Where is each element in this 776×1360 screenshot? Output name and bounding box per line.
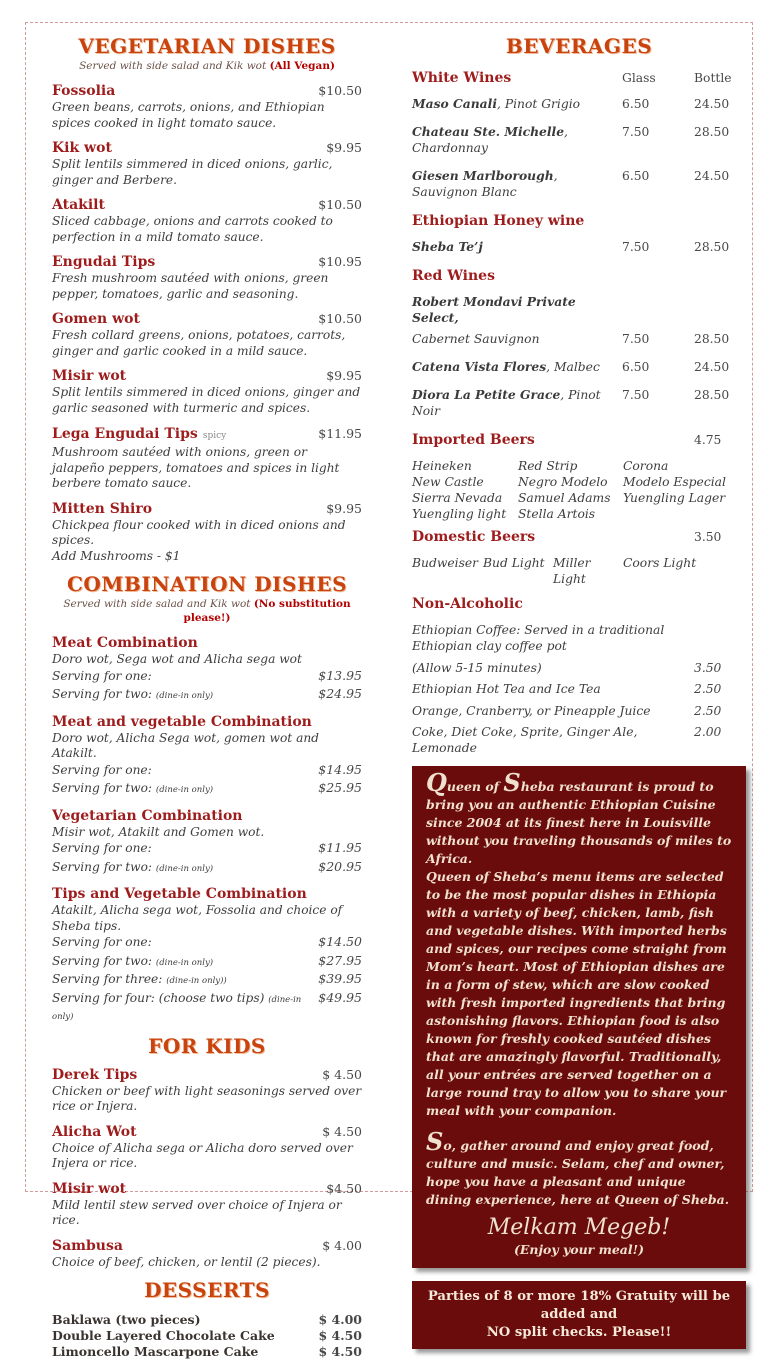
- bottle-price: 24.50: [694, 169, 730, 183]
- serving-row: [52, 840, 362, 859]
- dessert-price: $ 4.50: [318, 1328, 362, 1343]
- item-name: Atakilt: [52, 197, 105, 213]
- dropcap-s: S: [503, 768, 521, 797]
- dessert-price: $ 4.50: [318, 1344, 362, 1359]
- section-title-combination: COMBINATION DISHES: [66, 572, 348, 596]
- glass-price: 6.50: [622, 360, 650, 374]
- drink-label: (Allow 5-15 minutes): [412, 660, 542, 675]
- wine-varietal: , Malbec: [546, 360, 600, 374]
- menu-item-gomen-wot: [52, 310, 362, 359]
- item-name: Derek Tips: [52, 1066, 138, 1083]
- item-description: Doro wot, Sega wot and Alicha sega wot: [52, 652, 302, 666]
- beer-brand: Stella Artois: [518, 507, 596, 521]
- menu-item-lega-engudai-tips: [52, 424, 362, 492]
- item-addon: Add Mushrooms - $1: [52, 548, 181, 563]
- wine-varietal: , Pinot Grigio: [497, 97, 581, 111]
- gratuity-notice-box: [412, 1281, 746, 1349]
- serving-label: Serving for four: (choose two tips): [52, 990, 265, 1005]
- item-price: $ 4.50: [322, 1123, 362, 1139]
- imported-beers-header-row: [412, 431, 746, 450]
- serving-row: [52, 953, 362, 972]
- wine-name: Robert Mondavi Private Select,: [412, 294, 576, 325]
- serving-row: [52, 686, 362, 705]
- menu-item-kids-misir-wot: [52, 1180, 362, 1229]
- drink-price: 2.50: [694, 682, 722, 696]
- about-text: ueen of: [446, 779, 504, 794]
- serving-label: Serving for two:: [52, 781, 153, 795]
- item-name: Sambusa: [52, 1237, 123, 1254]
- about-paragraph-1: [426, 768, 732, 868]
- dessert-price: $ 4.00: [318, 1312, 362, 1327]
- drink-label: Coke, Diet Coke, Sprite, Ginger Ale, Lemonade: [412, 725, 638, 755]
- serving-price: $11.95: [318, 840, 362, 855]
- notice-line-1: Parties of 8 or more 18% Gratuity will be added and: [427, 1289, 731, 1322]
- glass-price: 6.50: [622, 169, 650, 183]
- menu-item-misir-wot: [52, 367, 362, 416]
- about-paragraph-2: Queen of Sheba’s menu items are selected to be the most popular dishes in Ethiopia with a variety of beef, chicken, lamb, fish and vegetable dishes. With imported herbs and spices, our recipes come straight from Mom’s heart. Most of Ethiopian dishes are in a form of stew, which are slow cooked with fresh imported ingredients that bring astonishing flavors. Ethiopian food is also known for freshly cooked sautéed dishes that are amazingly flavorful. Traditionally, all your entrées are served together on a large round tray to allow you to share your meal with your companion.: [426, 869, 727, 1118]
- bottle-price: 28.50: [694, 240, 730, 254]
- non-alcoholic-row: [412, 681, 746, 697]
- serving-note: (dine-in only): [155, 691, 214, 701]
- glass-price: 7.50: [622, 332, 650, 346]
- beer-column: [623, 458, 746, 522]
- item-description: Fresh mushroom sautéed with onions, green pepper, tomatoes, garlic and seasoning.: [52, 271, 329, 301]
- beer-brand: Negro Modelo: [518, 475, 608, 489]
- menu-item-meat-vegetable-combination: [52, 713, 362, 799]
- item-description: Fresh collard greens, onions, potatoes, carrots, ginger and garlic cooked in a mild sauce.: [52, 328, 346, 358]
- serving-price: $49.95: [318, 989, 362, 1005]
- item-price: $10.95: [318, 254, 362, 269]
- beer-brand: New Castle: [412, 475, 484, 489]
- menu-item-vegetarian-combination: [52, 807, 362, 878]
- glass-price: 6.50: [622, 97, 650, 111]
- item-description: Split lentils simmered in diced onions, ginger and garlic seasoned with turmeric and spices.: [52, 385, 361, 415]
- item-name: Alicha Wot: [52, 1123, 137, 1140]
- item-description: Choice of beef, chicken, or lentil (2 pieces).: [52, 1254, 321, 1269]
- subsection-white-wines: White Wines: [412, 70, 512, 86]
- item-name: Lega Engudai Tips: [52, 426, 198, 442]
- section-title-for-kids: FOR KIDS: [148, 1033, 266, 1058]
- beer-brand: Miller Light: [553, 556, 591, 586]
- wine-row: [412, 359, 746, 375]
- drink-price: 2.50: [694, 703, 722, 718]
- item-description: Doro wot, Alicha Sega wot, gomen wot and Atakilt.: [52, 730, 319, 760]
- serving-note: (dine-in only)): [166, 976, 227, 986]
- serving-price: $14.50: [318, 934, 362, 949]
- serving-price: $27.95: [318, 952, 362, 968]
- subsection-imported-beers: Imported Beers: [412, 432, 535, 448]
- subtitle-text: Served with side salad and Kik wot: [63, 598, 254, 610]
- wine-varietal: , Pinot Noir: [412, 388, 601, 418]
- item-description: Green beans, carrots, onions, and Ethiopian spices cooked in light tomato sauce.: [52, 100, 325, 130]
- drink-price: 3.50: [694, 660, 722, 675]
- drink-label: Ethiopian Coffee: Served in a traditional Ethiopian clay coffee pot: [412, 623, 665, 653]
- tagline-translation: (Enjoy your meal!): [513, 1242, 645, 1257]
- item-description: Chickpea flour cooked with in diced onions and spices.: [52, 517, 346, 547]
- section-title-beverages: BEVERAGES: [505, 34, 653, 58]
- bottle-price: 28.50: [694, 125, 730, 139]
- bottle-price: 28.50: [694, 388, 730, 402]
- serving-note: (dine-in only): [52, 994, 302, 1022]
- subtitle-highlight: (No substitution please!): [183, 598, 351, 624]
- dropcap-s: S: [426, 1127, 444, 1156]
- item-name: Kik wot: [52, 140, 112, 156]
- glass-column-label: Glass: [622, 71, 656, 85]
- item-description: Mushroom sautéed with onions, green or jalapeño peppers, tomatoes and spices in light berbere tomato sauce.: [52, 445, 340, 490]
- imported-beers-price: 4.75: [694, 433, 722, 447]
- bottle-price: 28.50: [694, 332, 730, 346]
- beer-brand: Samuel Adams: [518, 491, 611, 505]
- beer-brand: Budweiser: [412, 556, 479, 570]
- serving-label: Serving for one:: [52, 762, 152, 777]
- section-subtitle-combination: [52, 597, 362, 625]
- wine-name: Chateau Ste. Michelle: [412, 124, 565, 139]
- beer-brand: Modelo Especial: [623, 475, 726, 489]
- beer-brand: Sierra Nevada: [412, 491, 503, 505]
- item-price: $9.95: [326, 500, 362, 516]
- serving-price: $39.95: [318, 971, 362, 986]
- bottle-column-label: Bottle: [694, 71, 732, 85]
- wine-row: [412, 96, 746, 112]
- dessert-name: Double Layered Chocolate Cake: [52, 1328, 275, 1343]
- subtitle-highlight: (All Vegan): [269, 60, 335, 72]
- serving-price: $24.95: [318, 686, 362, 701]
- non-alcoholic-row: [412, 660, 746, 676]
- beer-brand: Coors Light: [623, 556, 697, 570]
- beer-brand: Corona: [623, 459, 669, 473]
- bottle-price: 24.50: [694, 97, 730, 111]
- menu-item-alicha-wot: [52, 1123, 362, 1172]
- drink-label: Orange, Cranberry, or Pineapple Juice: [412, 703, 651, 718]
- beer-brand: Red Strip: [518, 459, 578, 473]
- domestic-beers-price: 3.50: [694, 530, 722, 544]
- serving-price: $13.95: [318, 667, 362, 683]
- item-price: $9.95: [326, 140, 362, 155]
- section-title-vegetarian: VEGETARIAN DISHES: [78, 34, 336, 58]
- beer-brand: Bud Light: [483, 556, 545, 570]
- item-name: Misir wot: [52, 1180, 127, 1197]
- section-title-desserts: DESSERTS: [144, 1278, 270, 1302]
- dessert-row: [52, 1328, 362, 1344]
- serving-row: [52, 971, 362, 990]
- dessert-row: [52, 1312, 362, 1328]
- glass-price: 7.50: [622, 125, 650, 139]
- about-restaurant-box: [412, 766, 746, 1268]
- dropcap-q: Q: [426, 768, 447, 797]
- item-name: Tips and Vegetable Combination: [52, 886, 307, 902]
- about-paragraph-3: [426, 1127, 732, 1209]
- beer-brand: Yuengling Lager: [623, 491, 726, 505]
- white-wines-header-row: [412, 69, 746, 88]
- spicy-tag: spicy: [202, 431, 227, 441]
- serving-note: (dine-in only): [155, 785, 214, 795]
- beer-column: [412, 458, 518, 522]
- item-price: $9.95: [326, 368, 362, 383]
- menu-item-tips-vegetable-combination: [52, 885, 362, 1026]
- serving-row: [52, 762, 362, 781]
- bottle-price: 24.50: [694, 360, 730, 374]
- serving-label: Serving for one:: [52, 935, 152, 949]
- item-price: $10.50: [318, 197, 362, 212]
- serving-row: [52, 990, 362, 1026]
- serving-label: Serving for two:: [52, 953, 153, 968]
- wine-row: [412, 124, 746, 156]
- item-description: Misir wot, Atakilt and Gomen wot.: [52, 824, 265, 839]
- item-description: Atakilt, Alicha sega wot, Fossolia and choice of Sheba tips.: [52, 903, 343, 933]
- item-name: Meat and vegetable Combination: [52, 713, 312, 730]
- right-column: [412, 34, 746, 1349]
- item-price: $ 4.50: [322, 1066, 362, 1082]
- item-description: Sliced cabbage, onions and carrots cooked to perfection in a mild tomato sauce.: [52, 214, 333, 244]
- beer-brand: Heineken: [412, 459, 472, 473]
- serving-row: [52, 859, 362, 878]
- item-name: Fossolia: [52, 83, 116, 99]
- glass-price: 7.50: [622, 388, 650, 402]
- non-alcoholic-row: [412, 622, 746, 654]
- wine-row: [412, 387, 746, 419]
- serving-price: $25.95: [318, 780, 362, 795]
- menu-item-meat-combination: [52, 634, 362, 705]
- serving-row: [52, 780, 362, 799]
- menu-item-sambusa: [52, 1237, 362, 1271]
- wine-varietal: Cabernet Sauvignon: [412, 332, 540, 346]
- item-description: Chicken or beef with light seasonings served over rice or Injera.: [52, 1083, 362, 1113]
- item-price: $10.50: [318, 83, 362, 98]
- non-alcoholic-row: [412, 703, 746, 719]
- subtitle-text: Served with side salad and Kik wot: [79, 60, 270, 72]
- serving-label: Serving for three:: [52, 972, 163, 986]
- item-name: Mitten Shiro: [52, 500, 153, 517]
- serving-label: Serving for one:: [52, 841, 152, 855]
- item-name: Gomen wot: [52, 311, 140, 327]
- serving-label: Serving for one:: [52, 668, 152, 683]
- glass-price: 7.50: [622, 240, 650, 254]
- item-price: $ 4.00: [322, 1237, 362, 1253]
- beer-brand: Yuengling light: [412, 507, 507, 521]
- item-name: Engudai Tips: [52, 254, 156, 270]
- dessert-name: Baklawa (two pieces): [52, 1312, 201, 1327]
- notice-line-2: NO split checks. Please!!: [486, 1325, 672, 1340]
- dessert-row: [52, 1344, 362, 1360]
- menu-item-derek-tips: [52, 1066, 362, 1115]
- wine-varietal: , Chardonnay: [412, 125, 568, 155]
- menu-item-mitten-shiro: [52, 500, 362, 565]
- subsection-red-wines: Red Wines: [412, 268, 495, 284]
- tagline-melkam-megeb: Melkam Megeb!: [487, 1215, 671, 1240]
- dessert-name: Limoncello Mascarpone Cake: [52, 1344, 259, 1359]
- serving-row: [52, 934, 362, 953]
- wine-name: Giesen Marlborough: [412, 168, 554, 183]
- menu-item-engudai-tips: [52, 253, 362, 302]
- item-price: $4.50: [326, 1180, 362, 1196]
- item-price: $10.50: [318, 311, 362, 326]
- domestic-beer-list: [412, 555, 746, 587]
- drink-label: Ethiopian Hot Tea and Ice Tea: [412, 682, 601, 696]
- serving-note: (dine-in only): [155, 863, 214, 874]
- wine-name: Sheba Te’j: [412, 239, 483, 254]
- subsection-non-alcoholic: Non-Alcoholic: [412, 596, 523, 612]
- item-description: Mild lentil stew served over choice of Injera or rice.: [52, 1197, 342, 1227]
- wine-name: Catena Vista Flores: [412, 359, 547, 374]
- item-name: Misir wot: [52, 368, 127, 384]
- wine-row: [412, 168, 746, 200]
- about-text: o, gather around and enjoy great food, culture and music. Selam, chef and owner, hope you have a pleasant and unique dining experience, here at Queen of Sheba.: [426, 1138, 730, 1207]
- item-name: Vegetarian Combination: [52, 807, 243, 824]
- beer-column: [518, 458, 623, 522]
- wine-row: [412, 239, 746, 255]
- serving-label: Serving for two:: [52, 687, 153, 701]
- subsection-domestic-beers: Domestic Beers: [412, 529, 536, 545]
- wine-name: Maso Canali: [412, 96, 497, 111]
- item-name: Meat Combination: [52, 635, 198, 651]
- imported-beer-list: [412, 458, 746, 522]
- wine-name: Diora La Petite Grace: [412, 387, 561, 402]
- item-description: Split lentils simmered in diced onions, garlic, ginger and Berbere.: [52, 157, 333, 187]
- about-text: heba: [520, 779, 555, 794]
- section-subtitle-vegetarian: [52, 59, 362, 73]
- non-alcoholic-row: [412, 724, 746, 756]
- menu-item-kik-wot: [52, 139, 362, 188]
- serving-note: (dine-in only): [155, 957, 214, 968]
- menu-item-atakilt: [52, 196, 362, 245]
- drink-price: 2.00: [694, 725, 722, 739]
- domestic-beers-header-row: [412, 528, 746, 547]
- serving-row: [52, 668, 362, 687]
- serving-price: $20.95: [318, 858, 362, 874]
- left-column: [52, 34, 362, 1360]
- serving-label: Serving for two:: [52, 859, 153, 874]
- subsection-honey-wine: Ethiopian Honey wine: [412, 213, 585, 229]
- wine-row: [412, 331, 746, 347]
- menu-item-fossolia: [52, 82, 362, 131]
- wine-row: [412, 294, 746, 326]
- serving-price: $14.95: [318, 761, 362, 777]
- wine-varietal: , Sauvignon Blanc: [412, 169, 558, 199]
- item-price: $11.95: [318, 426, 362, 441]
- item-description: Choice of Alicha sega or Alicha doro served over Injera or rice.: [52, 1140, 353, 1170]
- about-text: restaurant is proud to bring you an authentic Ethiopian Cuisine since 2004 at its finest here in Louisville without you traveling thousands of miles to Africa.: [426, 779, 732, 866]
